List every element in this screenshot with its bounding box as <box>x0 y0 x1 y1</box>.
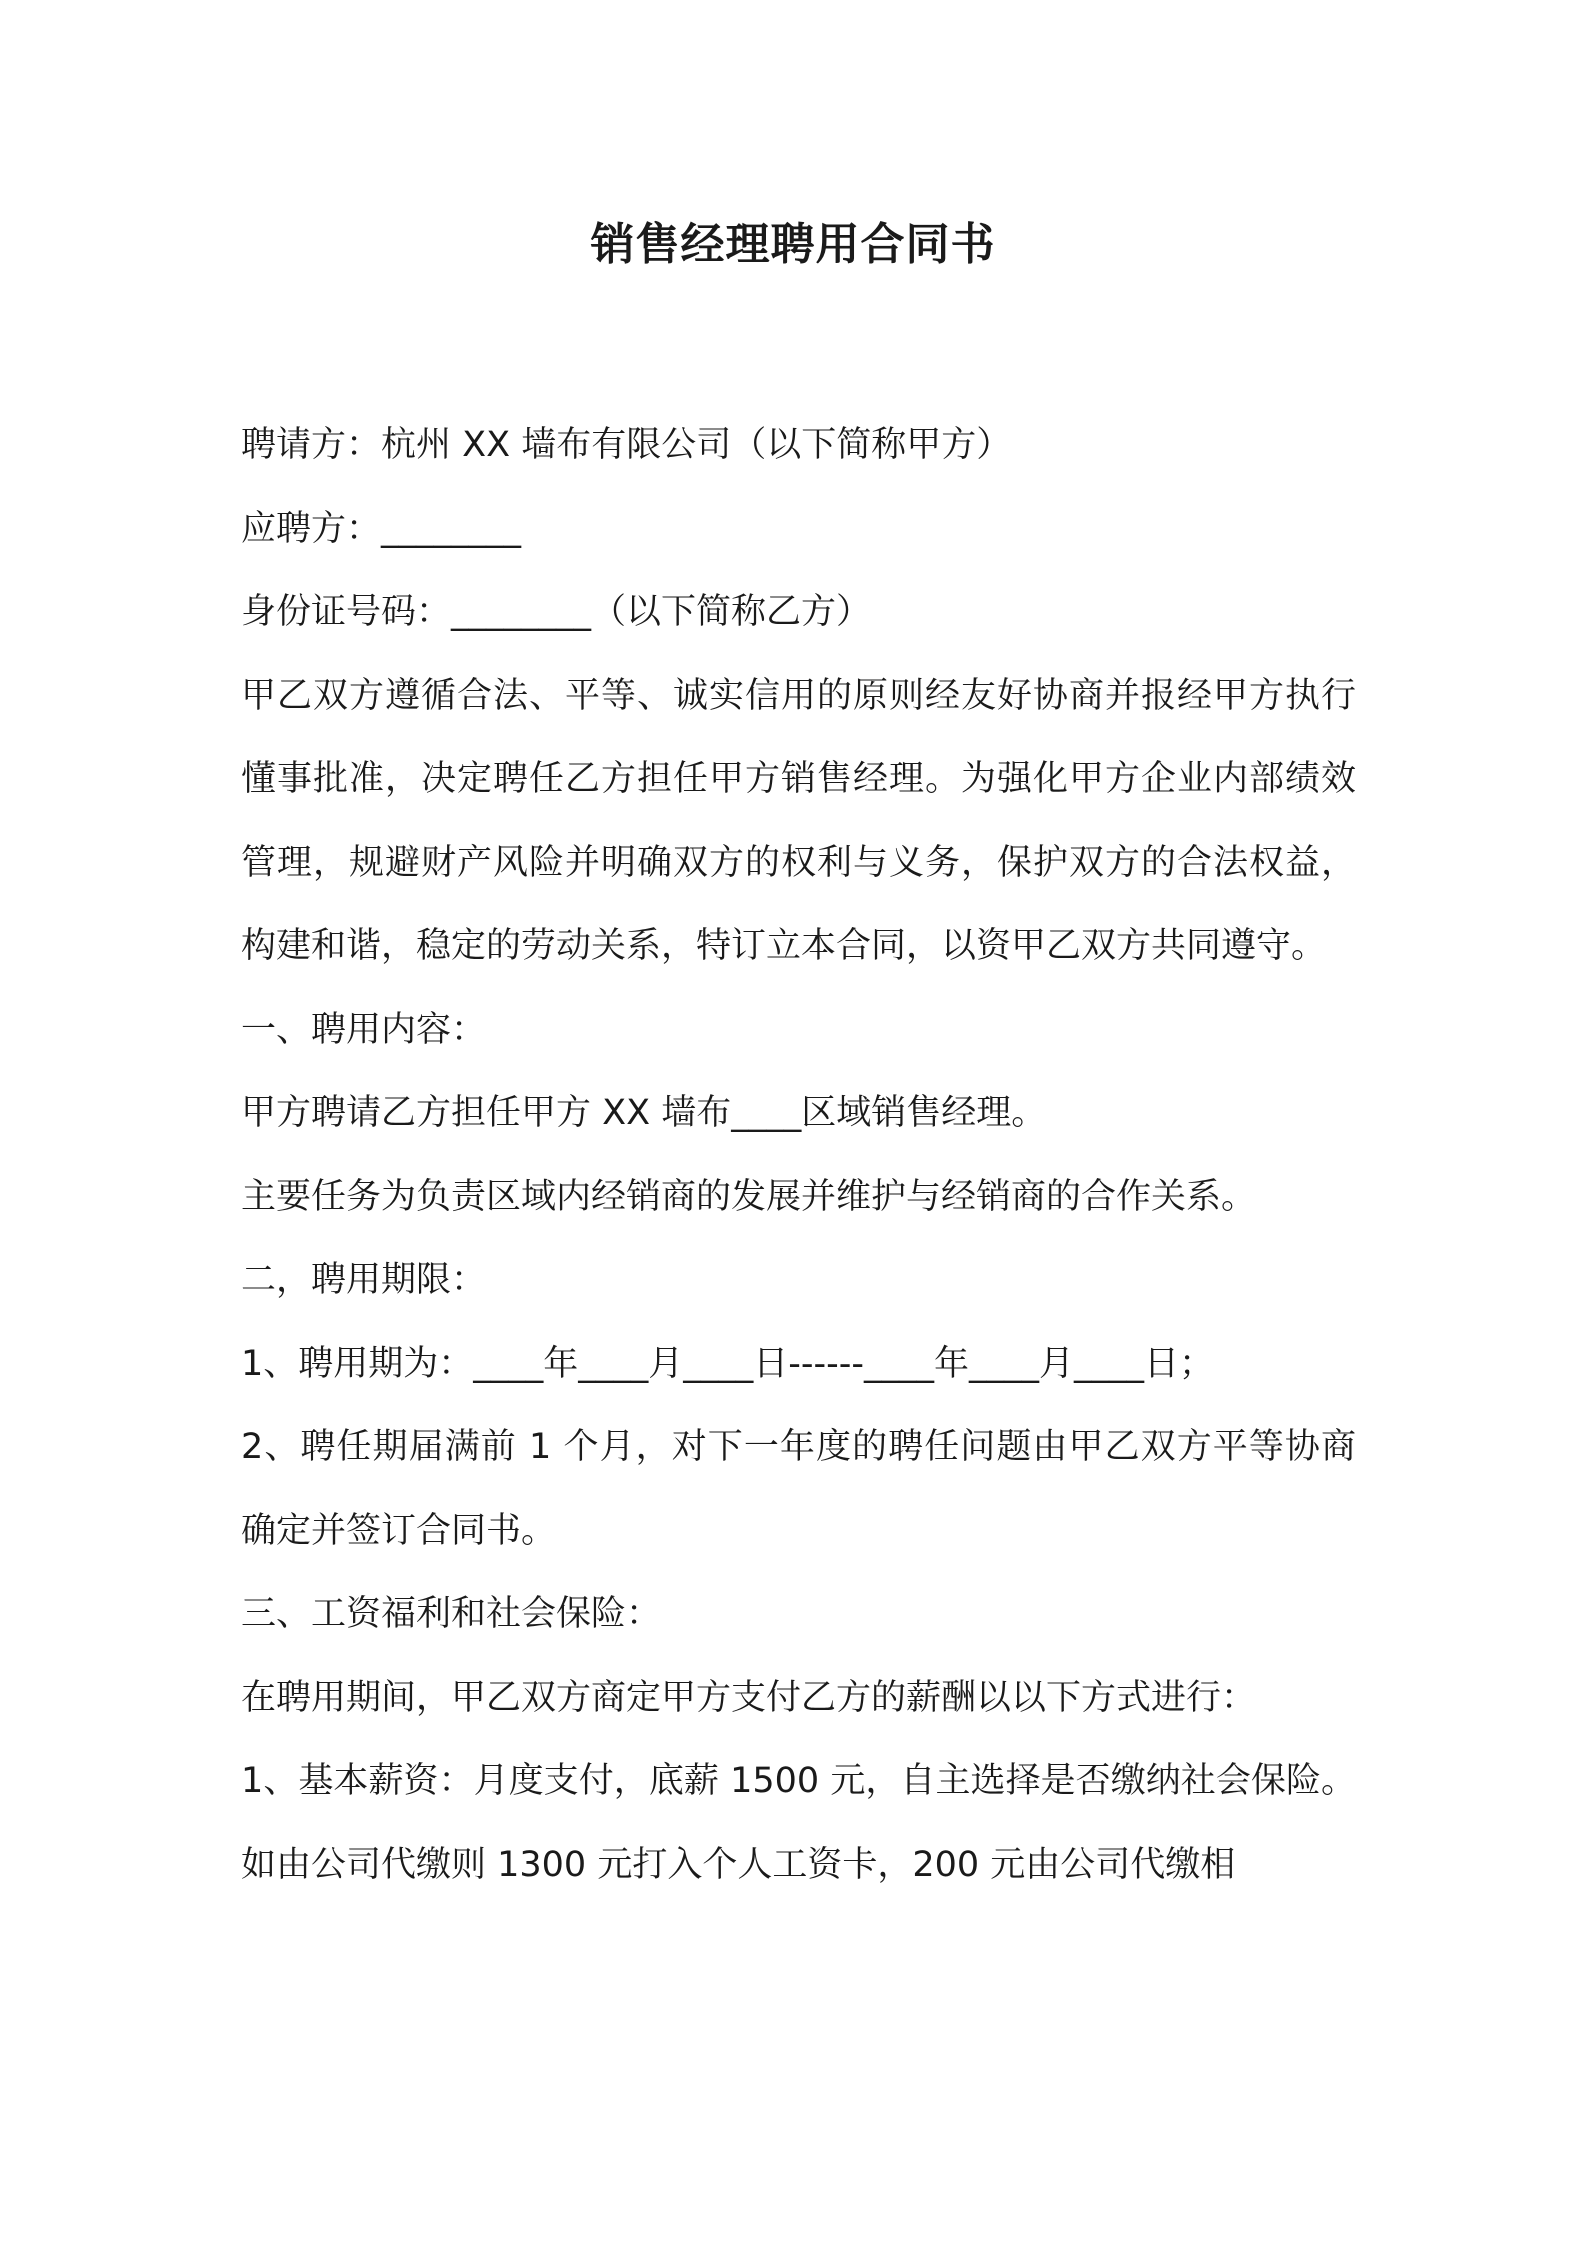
section-2-heading: 二，聘用期限： <box>241 1260 487 1300</box>
employer-line: 聘请方：杭州 XX 墙布有限公司（以下简称甲方） <box>241 425 1012 465</box>
id-number-line: 身份证号码：________（以下简称乙方） <box>241 592 872 632</box>
section-3-intro: 在聘用期间，甲乙双方商定甲方支付乙方的薪酬以以下方式进行： <box>241 1677 1257 1718</box>
section-2-item-2: 2、聘任期届满前 1 个月，对下一年度的聘任问题由甲乙双方平等协商确定并签订合同书。 <box>241 1427 1356 1551</box>
document-title: 销售经理聘用合同书 <box>590 219 996 270</box>
document-body <box>241 404 1356 1907</box>
section-1-line-2: 主要任务为负责区域内经销商的发展并维护与经销商的合作关系。 <box>241 1176 1257 1217</box>
section-1-line-1: 甲方聘请乙方担任甲方 XX 墙布____区域销售经理。 <box>241 1093 1047 1133</box>
section-3-item-1: 1、基本薪资：月度支付，底薪 1500 元，自主选择是否缴纳社会保险。如由公司代缴则 1300 元打入个人工资卡，200 元由公司代缴相 <box>241 1761 1356 1885</box>
employee-line: 应聘方：________ <box>241 508 522 549</box>
section-2-item-1: 1、聘用期为：____年____月____日------____年____月____日； <box>241 1343 1215 1384</box>
section-3-heading: 三、工资福利和社会保险： <box>241 1594 662 1634</box>
preamble-paragraph: 甲乙双方遵循合法、平等、诚实信用的原则经友好协商并报经甲方执行懂事批准，决定聘任乙方担任甲方销售经理。为强化甲方企业内部绩效管理，规避财产风险并明确双方的权利与义务，保护双方的合法权益，构建和谐，稳定的劳动关系，特订立本合同，以资甲乙双方共同遵守。 <box>241 675 1356 966</box>
section-1-heading: 一、聘用内容： <box>241 1009 487 1050</box>
